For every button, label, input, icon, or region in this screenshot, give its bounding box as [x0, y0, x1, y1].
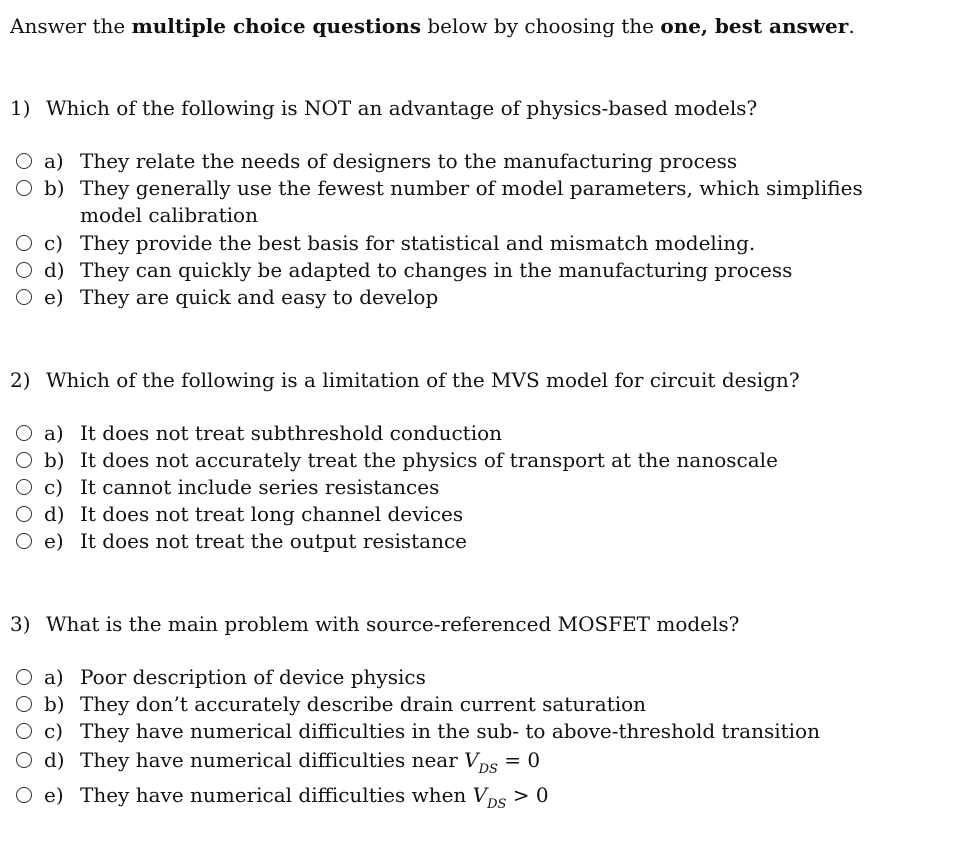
option-letter: c): [44, 719, 64, 743]
option-text-prefix: They have numerical difficulties when: [80, 783, 473, 807]
radio-button[interactable]: [16, 153, 32, 169]
option-letter: c): [44, 231, 64, 255]
option-text: They are quick and easy to develop: [80, 285, 439, 309]
question-text: What is the main problem with source-referenced MOSFET models?: [46, 612, 740, 636]
question-2: [10, 366, 800, 394]
math-variable: V: [472, 783, 488, 807]
question-3: [10, 610, 739, 638]
math-relation: > 0: [506, 783, 549, 807]
option-text-prefix: They have numerical difficulties near: [80, 748, 465, 772]
radio-button[interactable]: [16, 787, 32, 803]
option-letter: e): [44, 783, 64, 807]
instructions-prefix: Answer the: [10, 14, 132, 38]
option-letter: b): [44, 692, 65, 716]
radio-button[interactable]: [16, 506, 32, 522]
question-1: [10, 94, 757, 122]
radio-button[interactable]: [16, 723, 32, 739]
option-text: [80, 747, 940, 777]
radio-button[interactable]: [16, 180, 32, 196]
radio-button[interactable]: [16, 289, 32, 305]
radio-button[interactable]: [16, 669, 32, 685]
option-letter: a): [44, 421, 64, 445]
math-variable: V: [464, 748, 479, 772]
option-letter: e): [44, 529, 64, 553]
instructions-middle: below by choosing the: [421, 14, 661, 38]
option-text: Poor description of device physics: [80, 665, 426, 689]
option-text: It does not accurately treat the physics of transport at the nanoscale: [80, 448, 778, 472]
instructions-bold-2: one, best answer: [660, 14, 849, 38]
option-letter: b): [44, 176, 65, 200]
option-text: It cannot include series resistances: [80, 475, 440, 499]
radio-button[interactable]: [16, 425, 32, 441]
radio-button[interactable]: [16, 533, 32, 549]
instructions: [10, 12, 855, 40]
question-text: Which of the following is NOT an advantage of physics-based models?: [46, 96, 758, 120]
math-subscript: DS: [478, 762, 498, 777]
vds-equals-zero-math: [464, 748, 541, 777]
option-letter: d): [44, 258, 65, 282]
radio-button[interactable]: [16, 452, 32, 468]
option-text: It does not treat subthreshold conduction: [80, 421, 503, 445]
option-text: They provide the best basis for statistical and mismatch modeling.: [80, 231, 756, 255]
option-text: It does not treat the output resistance: [80, 529, 468, 553]
radio-button[interactable]: [16, 262, 32, 278]
radio-button[interactable]: [16, 752, 32, 768]
question-number: 3): [10, 612, 31, 636]
option-letter: c): [44, 475, 64, 499]
option-text: They don’t accurately describe drain current saturation: [80, 692, 647, 716]
option-letter: d): [44, 502, 65, 526]
option-text: They generally use the fewest number of model parameters, which simplifies model calibration: [80, 176, 863, 227]
option-letter: e): [44, 285, 64, 309]
instructions-bold-1: multiple choice questions: [131, 14, 421, 38]
math-relation: = 0: [497, 748, 541, 772]
radio-button[interactable]: [16, 235, 32, 251]
radio-button[interactable]: [16, 696, 32, 712]
option-letter: a): [44, 665, 64, 689]
option-text: They have numerical difficulties in the sub- to above-threshold transition: [80, 719, 820, 743]
option-letter: d): [44, 748, 65, 772]
option-text: They can quickly be adapted to changes in the manufacturing process: [80, 258, 793, 282]
math-subscript: DS: [487, 797, 507, 812]
radio-button[interactable]: [16, 479, 32, 495]
option-text: They relate the needs of designers to the manufacturing process: [80, 149, 738, 173]
question-number: 2): [10, 368, 31, 392]
vds-greater-than-zero-math: [472, 783, 549, 812]
option-text: It does not treat long channel devices: [80, 502, 464, 526]
instructions-suffix: .: [848, 14, 855, 38]
question-text: Which of the following is a limitation of the MVS model for circuit design?: [46, 368, 800, 392]
question-number: 1): [10, 96, 31, 120]
option-letter: a): [44, 149, 64, 173]
option-letter: b): [44, 448, 65, 472]
option-text: [80, 782, 940, 812]
